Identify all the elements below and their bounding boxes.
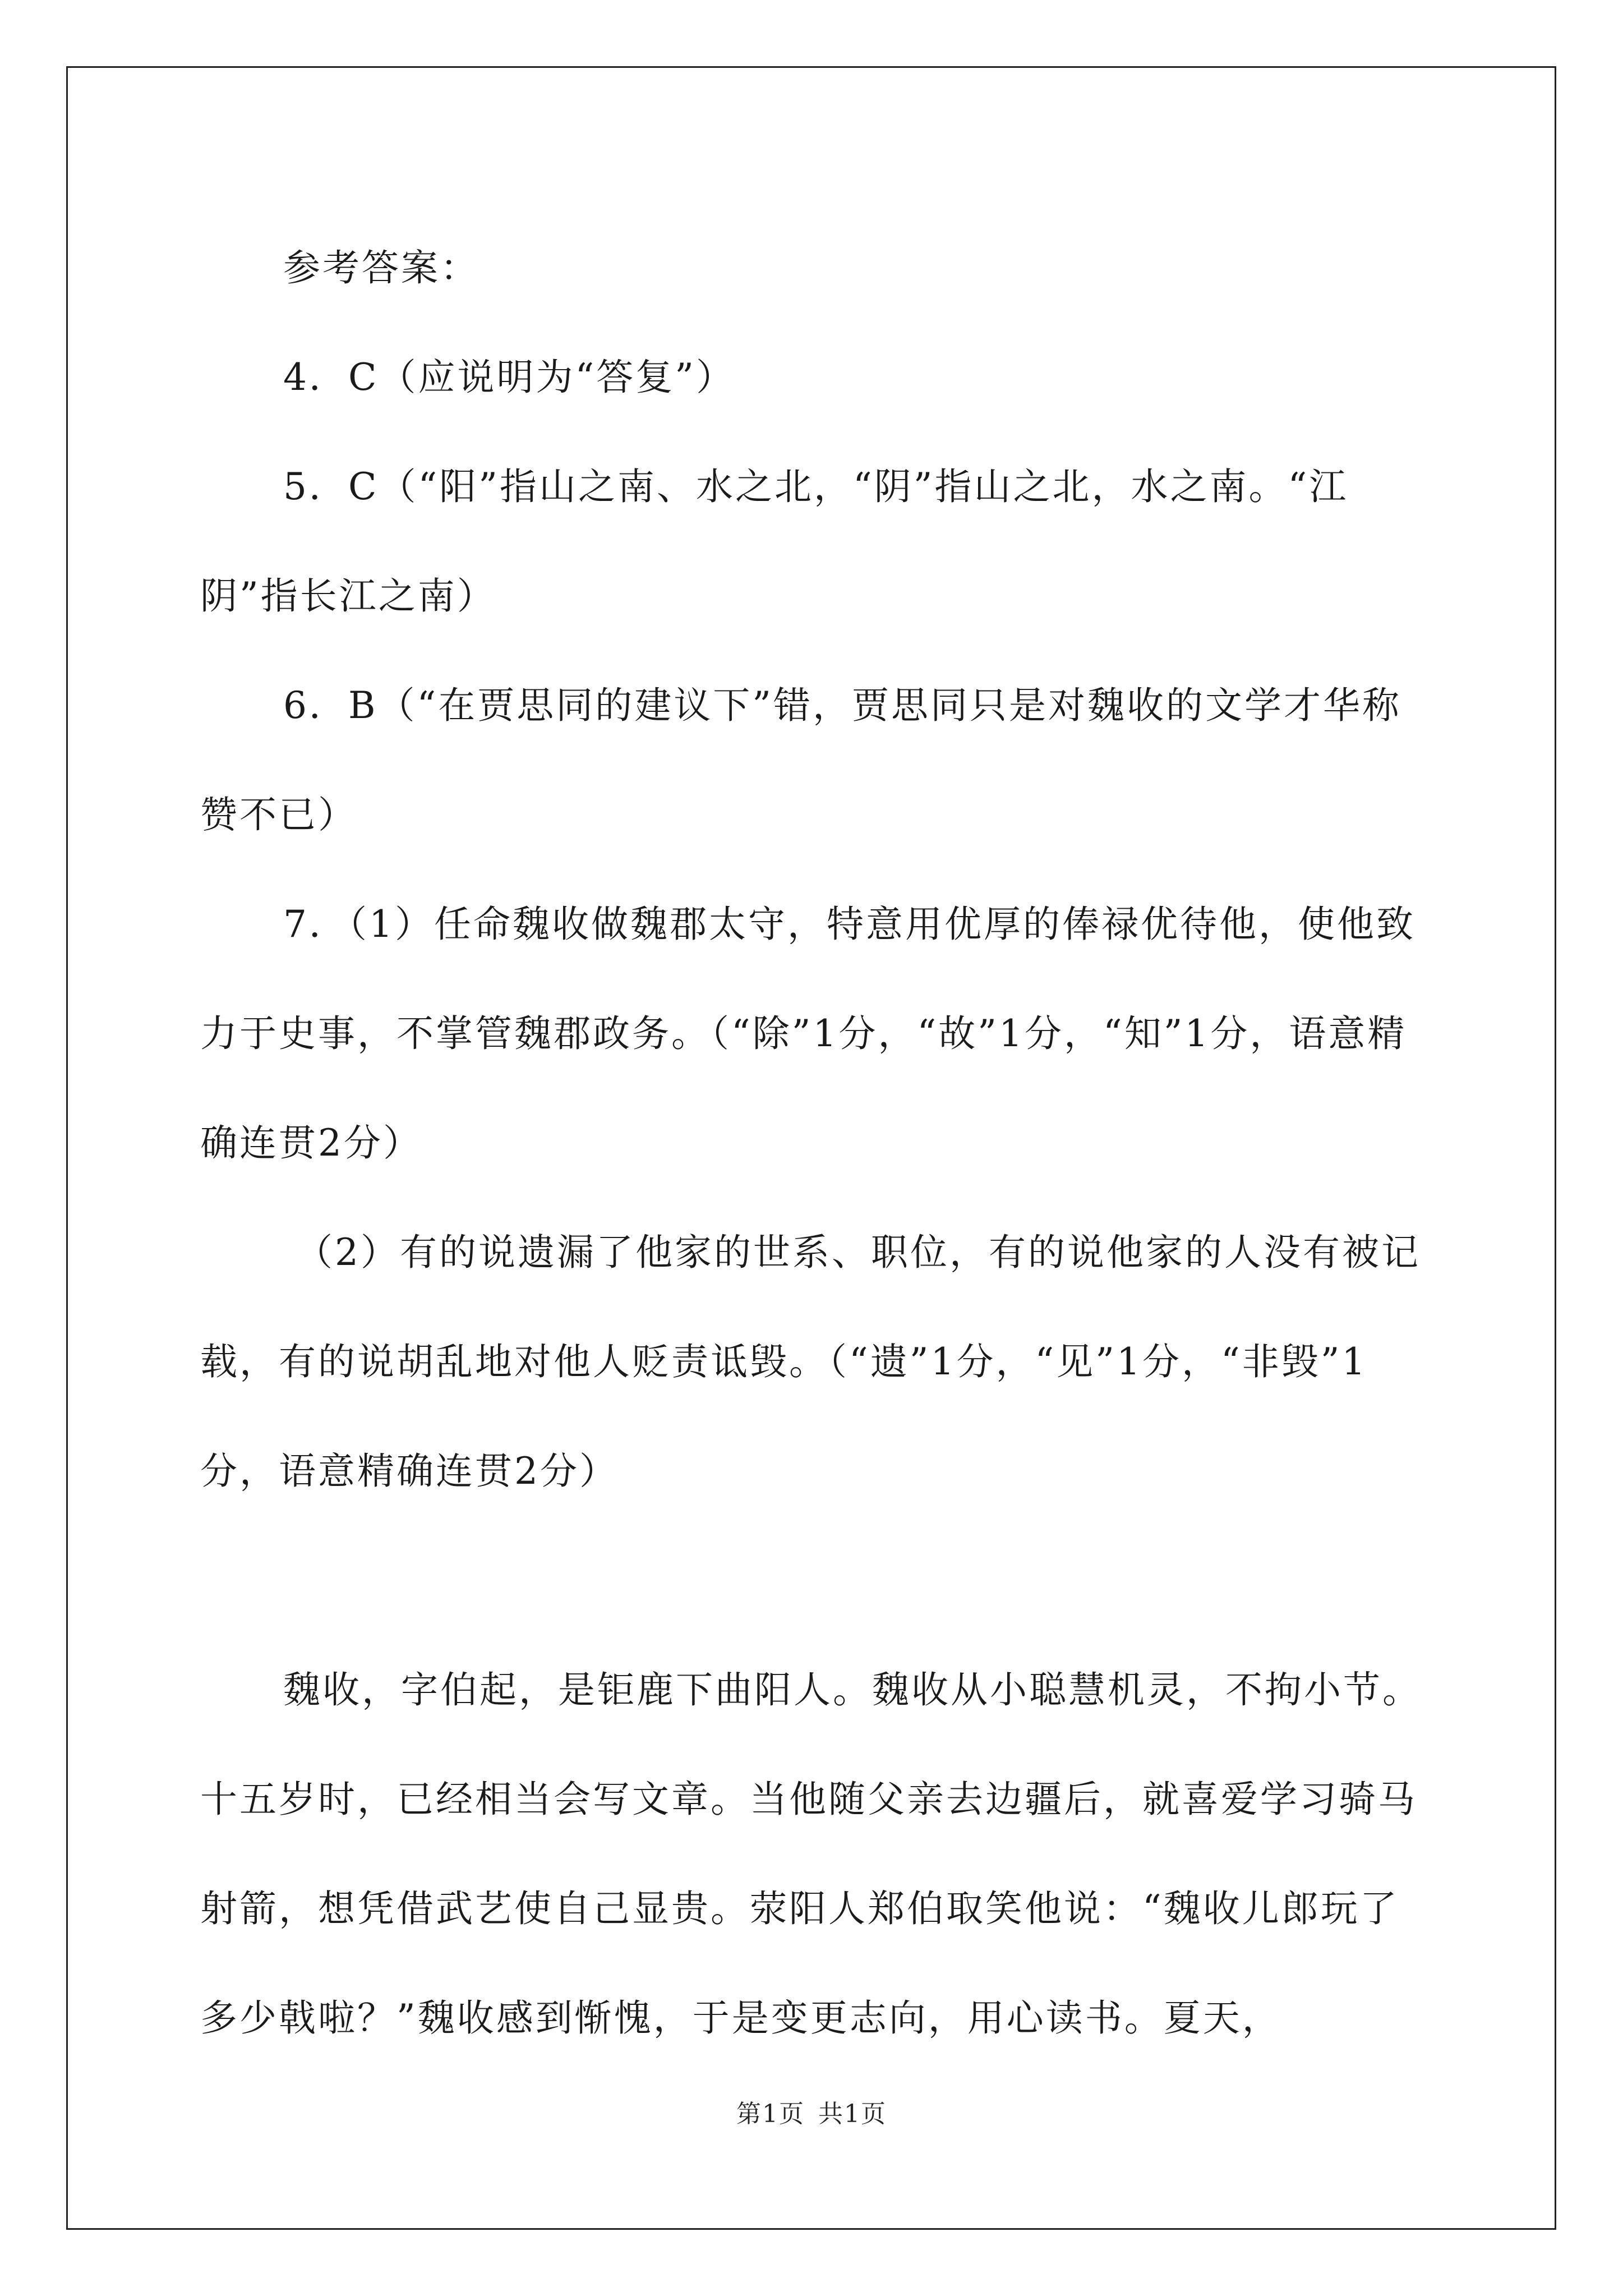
- answer-heading: 参考答案：: [283, 246, 479, 289]
- page-total: 共1页: [818, 2100, 887, 2128]
- answer-item-6: 6．B（“在贾思同的建议下”错，贾思同只是对魏收的文学才华称赞不已）: [200, 684, 1401, 836]
- answer-item-7-2: （2）有的说遗漏了他家的世系、职位，有的说他家的人没有被记载，有的说胡乱地对他人贬责诋毁。（“遗”1分，“见”1分，“非毁”1分，语意精确连贯2分）: [200, 1231, 1421, 1493]
- answer-item-4: 4．C（应说明为“答复”）: [283, 356, 735, 399]
- page-number: 第1页: [736, 2100, 805, 2128]
- paragraph-gap: [200, 1526, 1434, 1635]
- page-footer: [0, 2093, 1623, 2129]
- document-body: [200, 213, 1434, 2073]
- answer-item-5: 5．C（“阳”指山之南、水之北，“阴”指山之北，水之南。“江阴”指长江之南）: [200, 465, 1349, 618]
- translation-paragraph: 魏收，字伯起，是钜鹿下曲阳人。魏收从小聪慧机灵，不拘小节。十五岁时，已经相当会写文章。当他随父亲去边疆后，就喜爱学习骑马射箭，想凭借武艺使自己显贵。荥阳人郑伯取笑他说：“魏收儿郎玩了多少戟啦？”魏收感到惭愧，于是变更志向，用心读书。夏天，: [200, 1668, 1422, 2040]
- answer-item-7-1: 7．（1）任命魏收做魏郡太守，特意用优厚的俸禄优待他，使他致力于史事，不掌管魏郡政务。（“除”1分，“故”1分，“知”1分，语意精确连贯2分）: [200, 903, 1415, 1165]
